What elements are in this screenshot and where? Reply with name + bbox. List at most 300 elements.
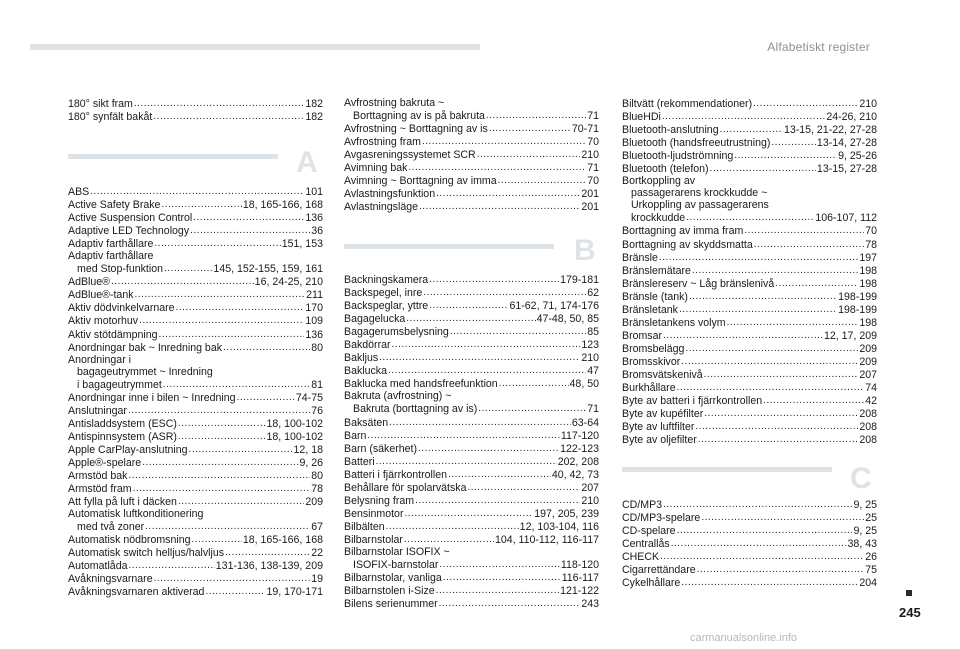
index-entry [68,533,323,546]
entry-term: CD/MP3 [622,499,663,511]
entry-term: Anordningar inne i bilen ~ Inredning [68,391,236,404]
leader-dots [406,312,535,325]
header-bar [30,44,480,50]
leader-dots [404,533,494,546]
index-entry [344,390,599,402]
entry-term: Armstöd bak [68,470,128,483]
entry-term: Aktiv stötdämpning [68,328,158,341]
leader-dots [189,443,293,456]
entry-pages: 211 [306,289,323,302]
entry-pages: 9, 25 [853,499,877,511]
entry-pages: 198-199 [838,303,877,316]
entry-pages: 118-120 [560,559,599,572]
index-entry [344,325,599,338]
entry-pages: 70 [587,175,599,188]
leader-dots [498,174,587,187]
entry-term: Behållare för spolarvätska [344,481,467,494]
entry-term: CD-spelare [622,525,676,538]
entry-pages: 197 [859,251,877,264]
leader-dots [467,481,580,494]
entry-pages: 12, 103-104, 116 [519,520,599,533]
index-entry [68,417,323,430]
entry-term: Att fylla på luft i däcken [68,496,177,509]
leader-dots [698,433,859,446]
entry-pages: 208 [859,421,877,434]
entry-term: Adaptiv farthållare [68,238,154,251]
entry-term: Bilbarnstolar ISOFIX ~ [344,545,450,558]
entry-pages: 38, 43 [847,538,877,551]
index-entry [622,498,877,511]
index-entry [622,394,877,407]
entry-term: Avlastningsfunktion [344,188,436,201]
index-entry [622,329,877,342]
entry-pages: 26 [865,551,877,564]
entry-pages: 210 [581,494,599,507]
index-entry [344,584,599,597]
leader-dots [771,136,816,149]
entry-pages: 63-64 [571,416,599,429]
entry-pages: 71 [587,403,599,416]
entry-pages: 208 [859,408,877,421]
entry-pages: 116-117 [561,572,599,585]
leader-dots [689,290,837,303]
index-entry [622,381,877,394]
entry-pages: 106-107, 112 [815,212,877,225]
entry-term: Avlastningsläge [344,201,419,214]
entry-term: Bränslereserv ~ Låg bränslenivå [622,277,775,290]
leader-dots [439,558,560,571]
letter-heading: C [850,462,872,495]
leader-dots [142,456,298,469]
entry-term: Baklucka med handsfreefunktion [344,378,498,391]
entry-term: Byte av batteri i fjärrkontrollen [622,395,763,408]
entry-term: Barn (säkerhet) [344,442,418,455]
leader-dots [697,563,865,576]
index-entry [622,224,877,237]
index-entry [622,355,877,368]
entry-term: Baklucka [344,365,387,378]
index-entry [344,571,599,584]
entry-term: Bränslemätare [622,264,691,277]
index-entry [68,482,323,495]
entry-pages: 109 [305,315,323,328]
leader-dots [139,314,304,327]
entry-pages: 42 [865,395,877,408]
entry-term: Bluetooth-anslutning [622,124,719,137]
leader-dots [663,329,823,342]
leader-dots [477,148,581,161]
leader-dots [367,429,560,442]
index-entry [344,97,599,109]
index-entry [68,314,323,327]
leader-dots [679,303,837,316]
leader-dots [190,224,310,237]
index-entry [344,187,599,200]
entry-term: AdBlue®-tank [68,289,134,302]
entry-pages: 80 [311,341,323,354]
entry-pages: 25 [865,512,877,525]
entry-term: Baksäten [344,416,389,429]
entry-pages: 19 [311,573,323,586]
leader-dots [685,342,858,355]
index-entry [68,250,323,262]
entry-term: CD/MP3-spelare [622,512,701,525]
index-entry [344,597,599,610]
index-entry [344,200,599,213]
leader-dots [419,200,580,213]
index-entry [68,341,323,354]
index-entry [68,391,323,404]
index-entry [344,377,599,390]
entry-term: Avfrostning bakruta ~ [344,97,445,109]
entry-term: Aktiv dödvinkelvarnare [68,302,175,315]
index-entry [68,430,323,443]
index-entry [344,148,599,161]
entry-term: Borttagning av is på bakruta [353,110,485,123]
entry-term: Barn [344,429,367,442]
entry-pages: 18, 100-102 [266,417,323,430]
entry-pages: 136 [305,212,323,225]
entry-pages: 36 [311,225,323,238]
leader-dots [695,420,858,433]
index-entry [68,572,323,585]
entry-pages: 121-122 [560,585,599,598]
entry-term: Backspegel, inre [344,287,423,300]
entry-term: Byte av kupéfilter [622,408,704,421]
index-entry [622,537,877,550]
index-entry [622,110,877,123]
leader-dots [443,571,561,584]
leader-dots [744,224,864,237]
entry-pages: 12, 17, 209 [823,329,877,342]
leader-dots [90,185,304,198]
leader-dots [161,198,241,211]
leader-dots [704,407,858,420]
entry-pages: 243 [581,598,599,611]
entry-term: Backningskamera [344,274,429,286]
entry-term: Belysning fram [344,494,415,507]
entry-term: 180° synfält bakåt [68,111,153,124]
entry-pages: 208 [859,434,877,447]
index-entry [622,264,877,277]
leader-dots [388,364,586,377]
entry-pages: 145, 152-155, 159, 161 [213,263,323,276]
entry-pages: 70 [587,136,599,149]
index-entry [344,442,599,455]
entry-term: Byte av luftfilter [622,421,695,434]
index-entry [68,469,323,482]
entry-term: bagageutrymmet ~ Inredning [77,365,213,378]
entry-term: AdBlue® [68,276,110,289]
entry-term: Adaptive LED Technology [68,225,190,238]
index-entry [622,277,877,290]
entry-pages: 81 [311,378,323,391]
leader-dots [392,338,581,351]
entry-term: Anslutningar [68,404,127,417]
entry-pages: 78 [865,238,877,251]
entry-pages: 209 [859,342,877,355]
index-list [622,498,877,589]
index-entry [68,559,323,572]
index-entry [68,443,323,456]
entry-pages: 74-75 [295,391,323,404]
leader-dots [692,264,858,277]
entry-term: Bensinmotor [344,507,404,520]
entry-term: Bilbälten [344,520,385,533]
entry-term: Automatlåda [68,560,128,573]
entry-pages: 209 [305,496,323,509]
index-entry [344,455,599,468]
index-entry [622,123,877,136]
leader-dots [681,576,858,589]
entry-pages: 9, 25-26 [838,150,877,163]
entry-pages: 76 [311,404,323,417]
entry-term: Bortkoppling av [622,175,696,188]
entry-pages: 74 [865,382,877,395]
leader-dots [429,299,508,312]
entry-pages: 123 [581,339,599,352]
entry-term: Burkhållare [622,382,676,395]
index-entry [344,429,599,442]
entry-term: Armstöd fram [68,483,132,496]
entry-pages: 13-15, 27-28 [816,163,877,176]
index-entry [622,199,877,211]
index-entry [344,402,599,415]
index-entry [68,97,323,110]
entry-term: Avåkningsvarnare [68,573,153,586]
entry-pages: 182 [305,98,323,110]
leader-dots [225,546,310,559]
entry-term: Avimning ~ Borttagning av imma [344,175,497,188]
leader-dots [671,537,847,550]
entry-pages: 207 [859,368,877,381]
leader-dots [486,109,586,122]
index-entry [622,187,877,199]
divider-line [68,154,278,159]
index-entry [622,420,877,433]
leader-dots [134,97,304,110]
entry-term: Anordningar i [68,353,132,366]
index-entry [622,576,877,589]
entry-pages: 70-71 [571,123,599,136]
index-entry [344,364,599,377]
entry-term: Bakljus [344,352,379,365]
divider-line [622,467,832,472]
entry-pages: 101 [305,186,323,198]
leader-dots [754,238,864,251]
leader-dots [178,495,304,508]
entry-pages: 13-15, 21-22, 27-28 [783,124,877,137]
entry-pages: 71 [587,162,599,175]
entry-term: Batteri i fjärrkontrollen [344,468,448,481]
leader-dots [386,520,519,533]
entry-term: med två zoner [77,521,145,534]
leader-dots [418,442,559,455]
index-entry [68,354,323,366]
entry-term: Urkoppling av passagerarens [631,199,769,212]
index-entry [622,175,877,187]
entry-term: Adaptiv farthållare [68,250,154,263]
leader-dots [128,469,310,482]
entry-pages: 16, 24-25, 210 [254,276,323,289]
leader-dots [422,135,586,148]
entry-pages: 19, 170-171 [266,586,323,599]
entry-pages: 24-26, 210 [826,111,877,124]
leader-dots [164,262,212,275]
index-entry [344,135,599,148]
leader-dots [191,533,241,546]
index-entry [622,251,877,264]
entry-term: Bakdörrar [344,339,391,352]
leader-dots [681,355,858,368]
leader-dots [111,275,254,288]
entry-pages: 131-136, 138-139, 209 [215,560,323,573]
entry-term: Bränsle (tank) [622,290,688,303]
entry-pages: 209 [859,355,877,368]
leader-dots [436,187,580,200]
index-list [344,273,599,610]
entry-pages: 18, 100-102 [266,430,323,443]
leader-dots [660,550,864,563]
entry-term: Active Safety Brake [68,199,161,212]
entry-pages: 18, 165-166, 168 [242,534,323,547]
entry-pages: 47-48, 50, 85 [536,313,599,326]
entry-pages: 210 [581,149,599,162]
index-entry [68,211,323,224]
entry-term: Bagagelucka [344,313,406,326]
leader-dots [423,286,586,299]
leader-dots [376,455,557,468]
leader-dots [662,110,825,123]
entry-pages: 78 [311,483,323,496]
entry-pages: 117-120 [560,429,599,442]
entry-pages: 61-62, 71, 174-176 [509,300,599,313]
index-list [344,97,599,213]
index-entry [344,558,599,571]
index-entry [68,237,323,250]
entry-term: Bränsletank [622,303,678,316]
leader-dots [450,325,586,338]
entry-pages: 22 [311,547,323,560]
index-list [68,185,323,599]
index-entry [68,508,323,520]
entry-term: BlueHDi [622,111,661,124]
leader-dots [775,277,858,290]
entry-pages: 198-199 [838,290,877,303]
entry-pages: 75 [865,564,877,577]
index-entry [344,109,599,122]
index-entry [344,546,599,558]
leader-dots [178,430,266,443]
entry-pages: 18, 165-166, 168 [242,199,323,212]
index-entry [68,301,323,314]
index-entry [622,407,877,420]
leader-dots [439,597,581,610]
entry-term: Antisladdsystem (ESC) [68,417,177,430]
entry-term: passagerarens krockkudde ~ [631,187,768,200]
leader-dots [448,468,551,481]
index-entry [68,288,323,301]
leader-dots [763,394,864,407]
leader-dots [686,211,814,224]
entry-pages: 198 [859,264,877,277]
entry-term: Bagagerumsbelysning [344,326,449,339]
entry-pages: 122-123 [560,442,599,455]
letter-heading: B [574,234,596,267]
entry-pages: 170 [305,302,323,315]
leader-dots [145,520,310,533]
entry-term: Anordningar bak ~ Inredning bak [68,341,223,354]
index-entry [622,162,877,175]
entry-pages: 182 [305,111,323,124]
entry-term: Bilbarnstolen i-Size [344,585,435,598]
entry-term: Automatisk switch helljus/halvljus [68,547,225,560]
entry-term: Apple CarPlay-anslutning [68,443,188,456]
letter-heading: A [296,146,318,179]
index-entry [68,520,323,533]
leader-dots [404,507,533,520]
entry-pages: 179-181 [560,274,599,286]
leader-dots [478,402,586,415]
leader-dots [753,97,858,110]
entry-pages: 40, 42, 73 [551,468,599,481]
entry-pages: 204 [859,577,877,590]
leader-dots [429,273,559,286]
leader-dots [159,328,305,341]
entry-term: Bilbarnstolar [344,533,403,546]
leader-dots [193,211,304,224]
entry-term: Bluetooth-ljudströmning [622,150,734,163]
entry-term: Automatisk luftkonditionering [68,508,204,521]
entry-term: Bromsar [622,329,663,342]
index-list [622,97,877,446]
index-entry [622,97,877,110]
entry-pages: 9, 25 [853,525,877,538]
leader-dots [389,416,571,429]
entry-term: Avåkningsvarnaren aktiverad [68,586,205,599]
index-entry [344,273,599,286]
index-entry [622,290,877,303]
index-list [68,97,323,123]
entry-pages: 62 [587,287,599,300]
index-entry [622,136,877,149]
entry-pages: 104, 110-112, 116-117 [494,533,599,546]
entry-term: Apple®-spelare [68,456,142,469]
index-entry [344,122,599,135]
index-entry [622,149,877,162]
entry-pages: 71 [587,110,599,123]
index-entry [622,550,877,563]
index-entry [344,533,599,546]
entry-pages: 202, 208 [557,455,599,468]
leader-dots [704,368,859,381]
leader-dots [163,378,310,391]
leader-dots [734,149,837,162]
entry-pages: 67 [311,521,323,534]
leader-dots [701,511,864,524]
entry-pages: 210 [581,352,599,365]
index-entry [344,286,599,299]
index-entry [344,520,599,533]
entry-term: Bromsskivor [622,355,681,368]
index-entry [622,511,877,524]
entry-term: Avfrostning ~ Borttagning av is [344,123,488,136]
leader-dots [176,301,305,314]
entry-term: Biltvätt (rekommendationer) [622,98,753,110]
entry-term: ISOFIX-barnstolar [353,559,439,572]
index-entry [344,351,599,364]
entry-term: Bränsletankens volym [622,316,726,329]
